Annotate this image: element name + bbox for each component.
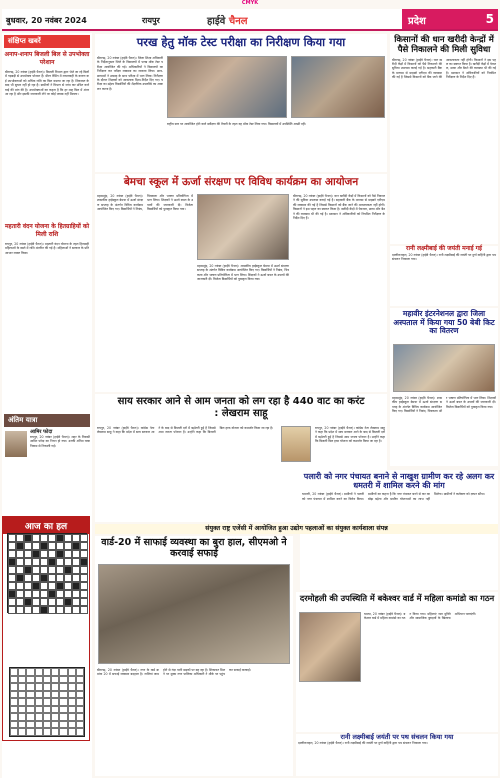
main-text-col1: खैरागढ़, 20 नवंबर (हाईवे चैनल)। जिला शिक्षा अधिकारी के निर्देशानुसार जिले के विद्यालयों में परख मॉक टेस्ट परीक्षा आयोजित की गई। अधिकारियों ने विद्यालयों का निरीक्षण कर परीक्षा व्यवस्था का जायजा लिया। छात्र-छात्राओं ने उत्साह के साथ परीक्षा में भाग लिया। निरीक्षण के दौरान शिक्षकों को आवश्यक दिशा-निर्देश दिए गए। परीक्षा का उद्देश्य विद्यार्थियों की शैक्षणिक उपलब्धि का आकलन करना है। [97, 56, 163, 91]
sai-text: रायपुर, 20 नवंबर (हाईवे चैनल)। कांग्रेस नेता लेखराम साहू ने कहा कि प्रदेश में साय सरकार आने के बाद से बिजली दरों में बढ़ोतरी हुई है जिससे आम जनता परेशान है। उन्होंने कहा कि बिजली बिल हाफ योजना को कमजोर किया जा रहा है। [97, 426, 274, 435]
section-badge: प्रदेश 5 [402, 9, 498, 29]
puzzle-title: आज का हल [3, 517, 89, 534]
hospital-text: महासमुंद, 20 नवंबर (हाईवे चैनल)। शासकीय हाईस्कूल बेमचा में ऊर्जा संरक्षण सप्ताह के अंतर्गत विविध कार्यक्रम आयोजित किए गए। विद्यार्थियों ने निबंध, चित्रकला और भाषण प्रतियोगिता में भाग लिया। शिक्षकों ने ऊर्जा बचत के उपायों की जानकारी दी। विजेता विद्यार्थियों को पुरस्कृत किया गया। [392, 396, 496, 414]
farmer-headline: किसानों की धान खरीदी केन्द्रों में पैसे निकालने की मिली सुविधा [394, 35, 494, 55]
banner-headline: संयुक्त राष्ट्र एजेंसी में आयोजित हुआ उद्योग पहलाओं का संयुक्त कार्यशाला संपन्न [95, 524, 498, 534]
rani-headline: रानी लक्ष्मीबाई जयंती पर पथ संचलन किया गया [340, 733, 454, 741]
brief-text: खैरागढ़, 20 नवंबर (हाईवे चैनल)। बिजली विभाग द्वारा भेजे जा रहे बिलों में गड़बड़ी से उपभोक्ता परेशान हैं। मीटर रीडिंग में लापरवाही के कारण कई उपभोक्ताओं को अधिक राशि का बिल थमाया जा रहा है। शिकायत के बाद भी सुधार नहीं हो रहा है। ग्रामीणों ने विभाग से जांच कर उचित कार्रवाई की मांग की है। उपभोक्ताओं का कहना है कि हर माह बिल में अंतर आ रहा है और इसकी जानकारी लेने पर कोई जवाब नहीं मिलता। [5, 70, 89, 97]
crossword-grid [7, 533, 87, 613]
brief-headline: अनाप-शनाप बिजली बिल से उपभोक्ता परेशान [4, 51, 90, 66]
obituary-text: रायपुर, 20 नवंबर (हाईवे चैनल)। शहर के निवासी आमिर फोदा का निधन हो गया। उनकी अंतिम यात्रा निवास से निकाली गई। [30, 435, 90, 448]
panchayat-text: धमतरी, 20 नवंबर (हाईवे चैनल)। ग्रामीणों ने पलारी को नगर पंचायत में शामिल करने का विरोध किया। ग्रामीणों का कहना है कि नगर पंचायत बनने से कर का बोझ बढ़ेगा और ग्रामीण योजनाओं का लाभ नहीं मिलेगा। ग्रामीणों ने कलेक्टर को ज्ञापन सौंपा। [302, 492, 485, 501]
cmyk-mark: CMYK [241, 0, 259, 6]
rani-sub-article [390, 246, 498, 306]
energy-headline: बेमचा स्कूल में ऊर्जा संरक्षण पर विविध कार्यक्रम का आयोजन [123, 176, 359, 188]
sudoku-grid [9, 667, 85, 737]
farmer-article [390, 34, 498, 244]
women-text: धमधा, 20 नवंबर (हाईवे चैनल)। बकेश्वर वार्ड में महिला कमांडो का गठन किया गया। महिलाएं नशा मुक्ति और सामाजिक बुराइयों के खिलाफ अभियान चलाएंगी। [364, 612, 477, 621]
energy-photo [197, 194, 289, 260]
women-article [296, 592, 498, 732]
panchayat-headline: पलारी को नगर पंचायत बनाने से नाखुश ग्रामीण कर रहे अलग कर धमतरी में शामिल करने की मांग [303, 472, 495, 491]
obituary [2, 429, 92, 479]
page-header [2, 9, 498, 31]
sai-portrait [281, 426, 311, 462]
main-article [95, 34, 387, 172]
hospital-headline: महावीर इंटरनेशनल द्वारा जिला अस्पताल में किया गया 50 बेबी किट का वितरण [393, 309, 495, 336]
main-photo-1 [167, 56, 287, 118]
hospital-article [390, 308, 498, 466]
women-photo [299, 612, 361, 682]
sai-headline: साय सरकार आने से आम जनता को लग रहा है 440 वाट का करंट : लेखराम साहू [117, 396, 365, 419]
energy-text-2: महासमुंद, 20 नवंबर (हाईवे चैनल)। शासकीय हाईस्कूल बेमचा में ऊर्जा संरक्षण सप्ताह के अंतर्गत विविध कार्यक्रम आयोजित किए गए। विद्यार्थियों ने निबंध, चित्रकला और भाषण प्रतियोगिता में भाग लिया। शिक्षकों ने ऊर्जा बचत के उपायों की जानकारी दी। विजेता विद्यार्थियों को पुरस्कृत किया गया। [197, 264, 289, 282]
obituary-photo [5, 431, 27, 457]
puzzle-box [2, 516, 90, 741]
farmer-text: खैरागढ़, 20 नवंबर (हाईवे चैनल)। धान खरीदी केंद्रों में किसानों को पैसे निकालने की सुविधा उपलब्ध कराई गई है। सहकारी बैंक के माध्यम से माइक्रो एटीएम की व्यवस्था की गई है जिससे किसानों को बैंक जाने की आवश्यकता नहीं होगी। किसानों ने इस पहल का स्वागत किया है। खरीदी केंद्रों में पेयजल, छाया और बैठने की व्यवस्था भी की गई है। प्रशासन ने अधिकारियों को नियमित निरीक्षण के निर्देश दिए हैं। [392, 57, 496, 80]
ward-article [95, 536, 293, 776]
energy-text-3: खैरागढ़, 20 नवंबर (हाईवे चैनल)। धान खरीदी केंद्रों में किसानों को पैसे निकालने की सुविधा उपलब्ध कराई गई है। सहकारी बैंक के माध्यम से माइक्रो एटीएम की व्यवस्था की गई है जिससे किसानों को बैंक जाने की आवश्यकता नहीं होगी। किसानों ने इस पहल का स्वागत किया है। खरीदी केंद्रों में पेयजल, छाया और बैठने की व्यवस्था भी की गई है। प्रशासन ने अधिकारियों को नियमित निरीक्षण के निर्देश दिए हैं। [293, 194, 385, 221]
hospital-photo [393, 344, 495, 392]
ward-text: खैरागढ़, 20 नवंबर (हाईवे चैनल)। नगर के वार्ड क्रमांक 20 में सफाई व्यवस्था बदहाल है। नालियां जाम होने से गंदा पानी सड़कों पर बह रहा है। शिकायत मिलने पर मुख्य नगर पालिका अधिकारी ने मौके पर पहुंचकर सफाई करवाई। [97, 668, 251, 677]
header-city: रायपुर [142, 16, 160, 25]
rani-text: दल्लीराजहरा, 20 नवंबर (हाईवे चैनल)। रानी लक्ष्मीबाई की जयंती पर दुर्गा वाहिनी द्वारा पथ संचलन निकाला गया। [298, 741, 428, 746]
obituary-name: आमिर फोदा [30, 429, 53, 435]
second-brief-headline: महतारी वंदन योजना के हितग्राहियों को मिली राशि [4, 223, 90, 238]
brief-news-title: संक्षिप्त खबरें [4, 35, 90, 48]
rani-article [296, 734, 498, 776]
ward-headline: वार्ड-20 में साफाई व्यवस्था का बुरा हाल, सीएमओ ने करवाई सफाई [101, 537, 287, 559]
obituary-title: अंतिम यात्रा [4, 414, 90, 427]
page-number: 5 [485, 12, 494, 26]
main-photo-2 [291, 56, 385, 118]
newspaper-brand: हाईवे चैनल [207, 16, 248, 27]
second-brief-text: रायपुर, 20 नवंबर (हाईवे चैनल)। महतारी वंदन योजना के तहत हितग्राही महिलाओं के खाते में राशि अंतरित की गई है। महिलाओं ने सरकार के प्रति आभार व्यक्त किया। [5, 242, 89, 255]
women-headline: दरमोहली की उपस्थिति में बकेश्वर वार्ड में महिला कमांडो का गठन [299, 593, 495, 603]
rani-sub-text: दल्लीराजहरा, 20 नवंबर (हाईवे चैनल)। रानी लक्ष्मीबाई की जयंती पर दुर्गा वाहिनी द्वारा पथ संचलन निकाला गया। [392, 252, 496, 262]
rani-sub-headline: रानी लक्ष्मीबाई की जयंती मनाई गई [406, 245, 482, 252]
sai-text-2: रायपुर, 20 नवंबर (हाईवे चैनल)। कांग्रेस नेता लेखराम साहू ने कहा कि प्रदेश में साय सरकार आने के बाद से बिजली दरों में बढ़ोतरी हुई है जिससे आम जनता परेशान है। उन्होंने कहा कि बिजली बिल हाफ योजना को कमजोर किया जा रहा है। [315, 426, 385, 444]
main-headline: परख हेतु मॉक टेस्ट परीक्षा का निरीक्षण किया गया [136, 35, 346, 49]
main-text-col2: राष्ट्रीय स्तर पर आयोजित होने वाले सर्वेक्षण की तैयारी के तहत यह मॉक टेस्ट लिया गया। विद्यालयों में उपस्थिति अच्छी रही। [167, 122, 307, 126]
header-date: बुधवार, 20 नवंबर 2024 [6, 16, 87, 25]
energy-article [95, 174, 387, 392]
ward-photo [98, 564, 290, 664]
energy-text: महासमुंद, 20 नवंबर (हाईवे चैनल)। शासकीय हाईस्कूल बेमचा में ऊर्जा संरक्षण सप्ताह के अंतर्गत विविध कार्यक्रम आयोजित किए गए। विद्यार्थियों ने निबंध, चित्रकला और भाषण प्रतियोगिता में भाग लिया। शिक्षकों ने ऊर्जा बचत के उपायों की जानकारी दी। विजेता विद्यार्थियों को पुरस्कृत किया गया। [97, 194, 193, 212]
